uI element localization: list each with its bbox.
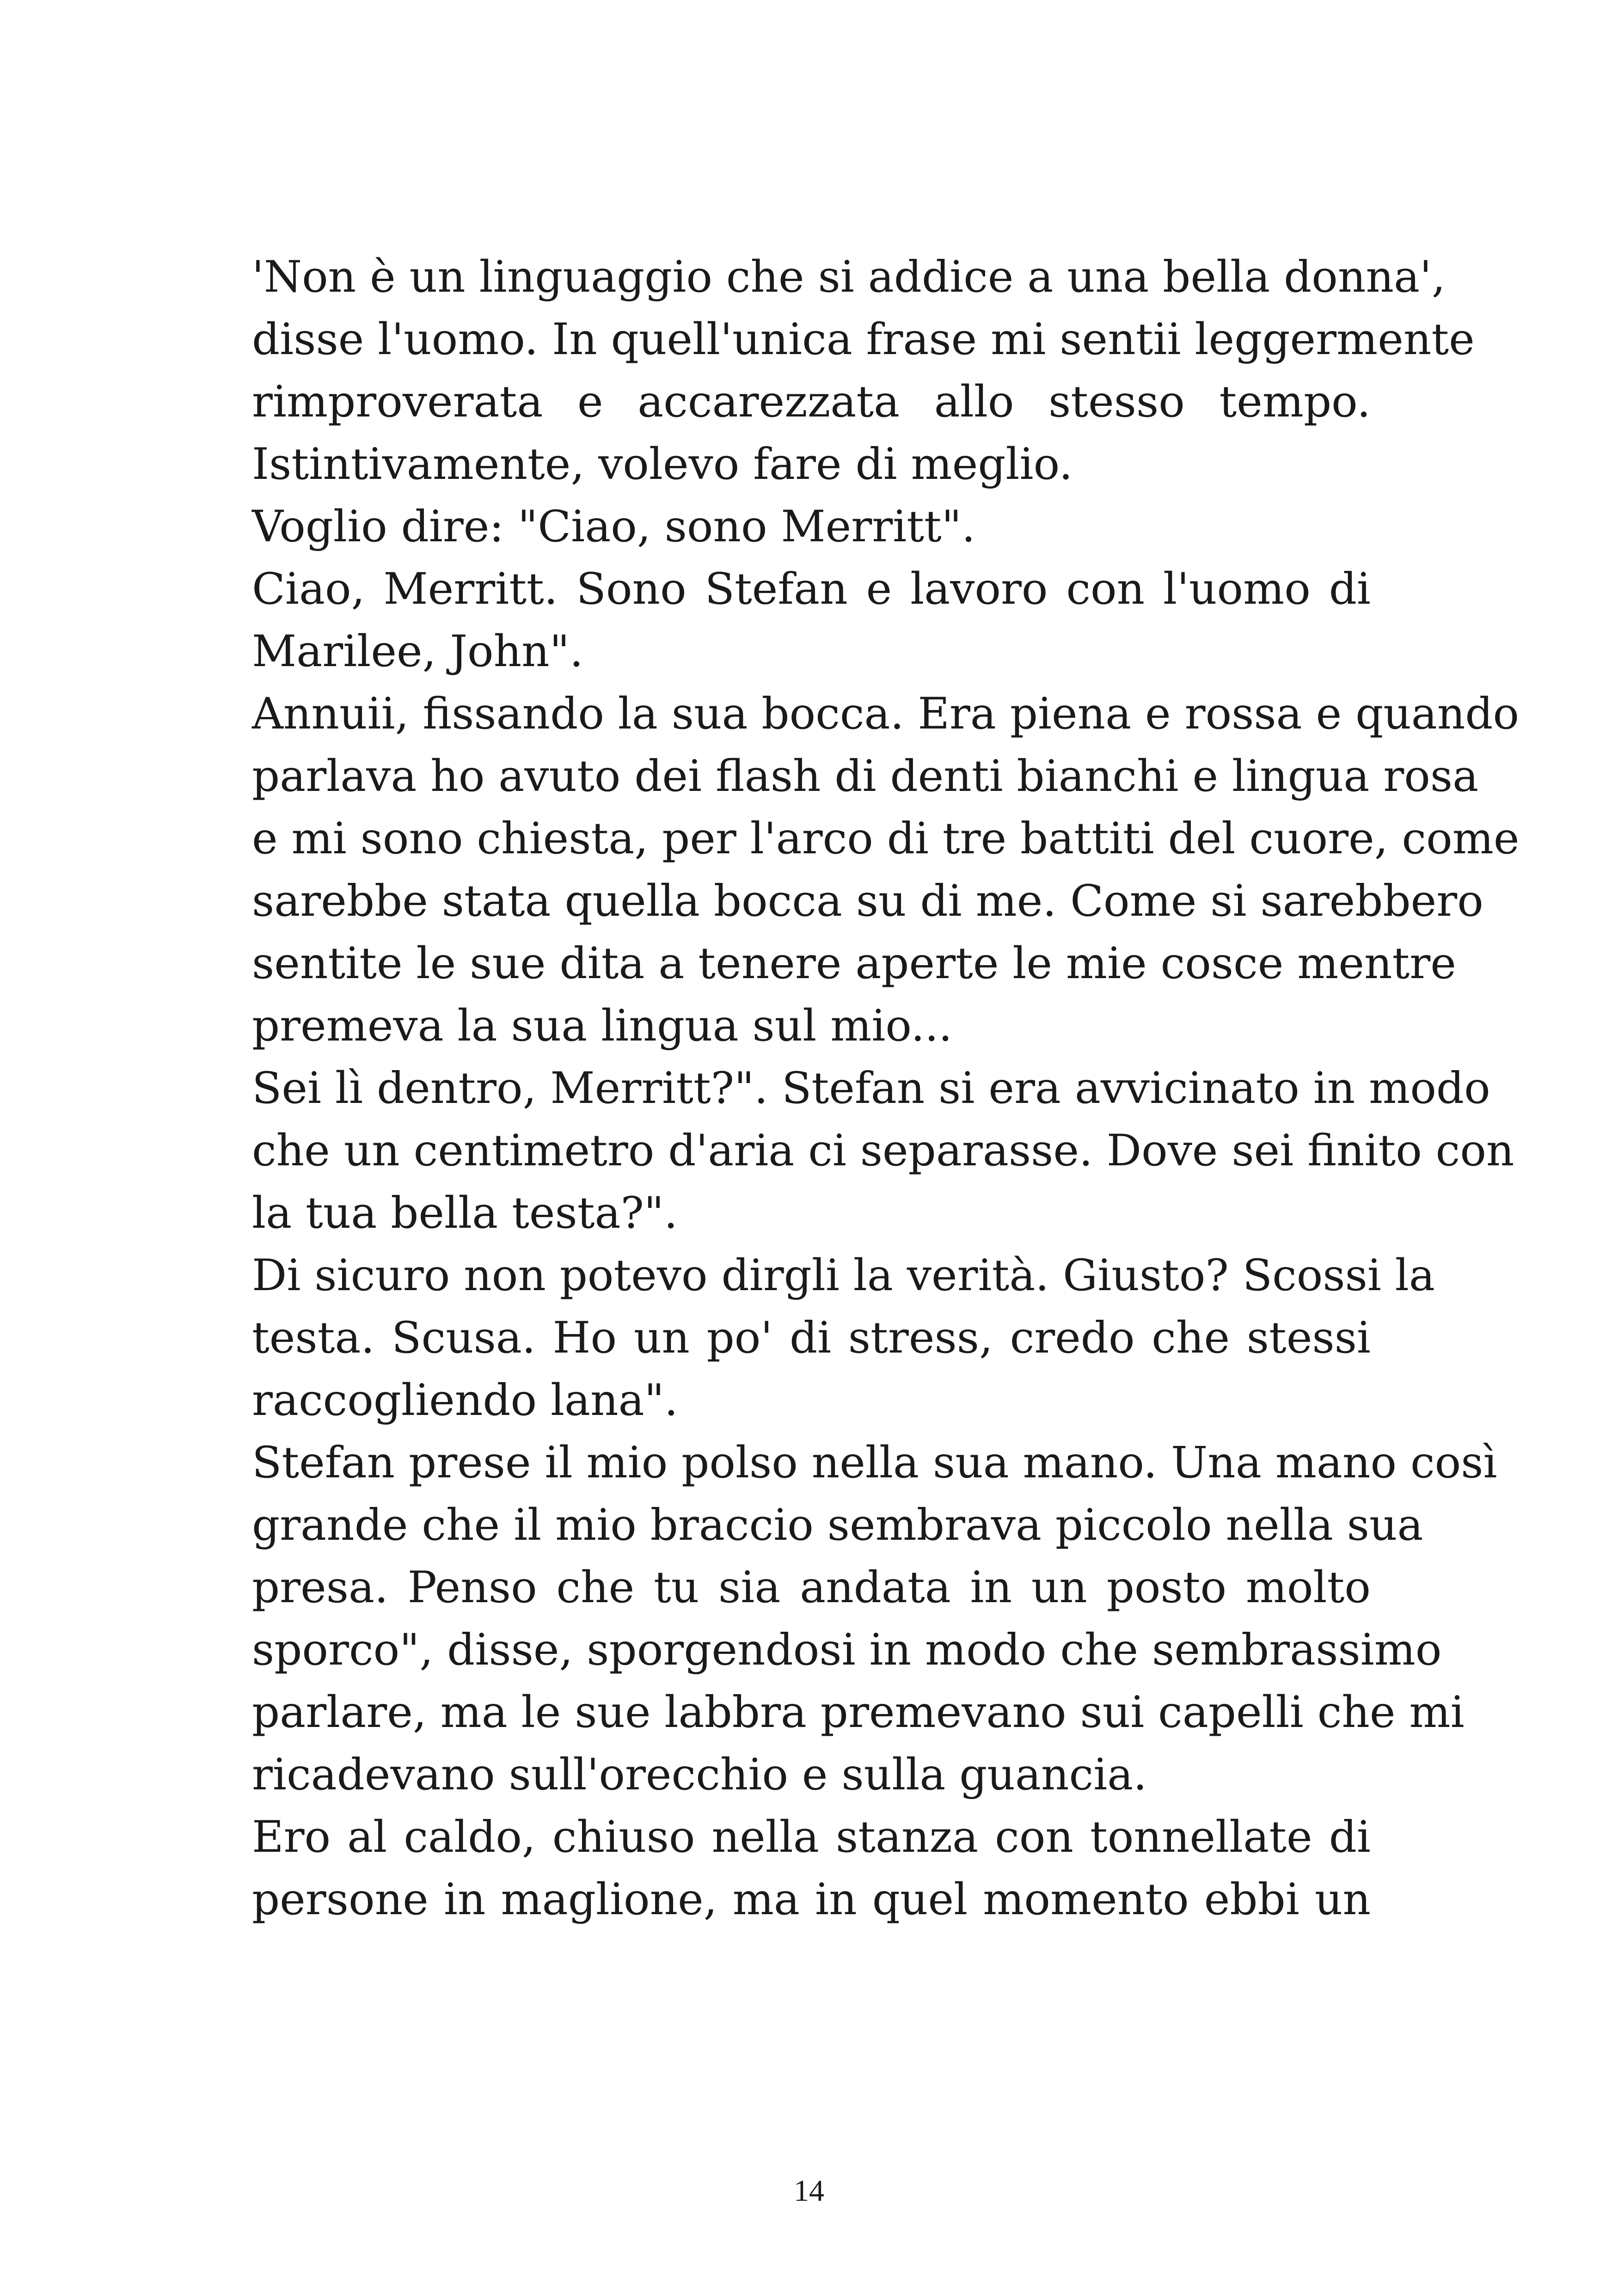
paragraph — [252, 558, 1371, 683]
paragraph — [252, 1057, 1514, 1244]
text-line: sarebbe stata quella bocca su di me. Come si sarebbero — [252, 876, 1483, 926]
paragraph — [252, 246, 1475, 496]
text-line: persone in maglione, ma in quel momento ebbi un — [252, 1874, 1371, 1925]
paragraph — [252, 683, 1520, 1057]
text-line: Ciao, Merritt. Sono Stefan e lavoro con l'uomo di — [252, 564, 1371, 614]
page-number: 14 — [794, 2174, 824, 2208]
text-line: rimproverata e accarezzata allo stesso tempo. — [252, 377, 1371, 427]
text-line: Annuii, fissando la sua bocca. Era piena e rossa e quando — [252, 689, 1520, 739]
text-line: la tua bella testa?". — [252, 1188, 678, 1238]
text-line: Voglio dire: "Ciao, sono Merritt". — [252, 502, 975, 552]
text-line: e mi sono chiesta, per l'arco di tre battiti del cuore, come — [252, 814, 1520, 864]
text-line: Sei lì dentro, Merritt?". Stefan si era avvicinato in modo — [252, 1063, 1490, 1114]
text-line: Marilee, John". — [252, 626, 583, 677]
text-line: sentite le sue dita a tenere aperte le mie cosce mentre — [252, 938, 1456, 989]
text-line: presa. Penso che tu sia andata in un posto molto — [252, 1562, 1371, 1613]
text-line: ricadevano sull'orecchio e sulla guancia. — [252, 1750, 1147, 1800]
text-line: grande che il mio braccio sembrava piccolo nella sua — [252, 1500, 1423, 1550]
text-line: sporco", disse, sporgendosi in modo che sembrassimo — [252, 1625, 1442, 1675]
text-line: 'Non è un linguaggio che si addice a una bella donna', — [252, 252, 1446, 302]
body-text — [252, 246, 1520, 1931]
paragraph — [252, 1244, 1435, 1432]
text-line: parlare, ma le sue labbra premevano sui capelli che mi — [252, 1687, 1465, 1738]
paragraph — [252, 496, 1371, 558]
text-line: disse l'uomo. In quell'unica frase mi sentii leggermente — [252, 314, 1475, 365]
text-line: testa. Scusa. Ho un po' di stress, credo che stessi — [252, 1313, 1371, 1363]
paragraph — [252, 1806, 1371, 1931]
text-line: Di sicuro non potevo dirgli la verità. Giusto? Scossi la — [252, 1250, 1435, 1301]
text-line: raccogliendo lana". — [252, 1375, 678, 1426]
text-line: Ero al caldo, chiuso nella stanza con tonnellate di — [252, 1812, 1371, 1862]
text-line: Istintivamente, volevo fare di meglio. — [252, 439, 1073, 490]
text-line: parlava ho avuto dei flash di denti bianchi e lingua rosa — [252, 751, 1479, 802]
text-line: Stefan prese il mio polso nella sua mano. Una mano così — [252, 1438, 1497, 1488]
paragraph — [252, 1432, 1497, 1806]
text-line: che un centimetro d'aria ci separasse. Dove sei finito con — [252, 1126, 1514, 1176]
text-line: premeva la sua lingua sul mio... — [252, 1001, 953, 1051]
